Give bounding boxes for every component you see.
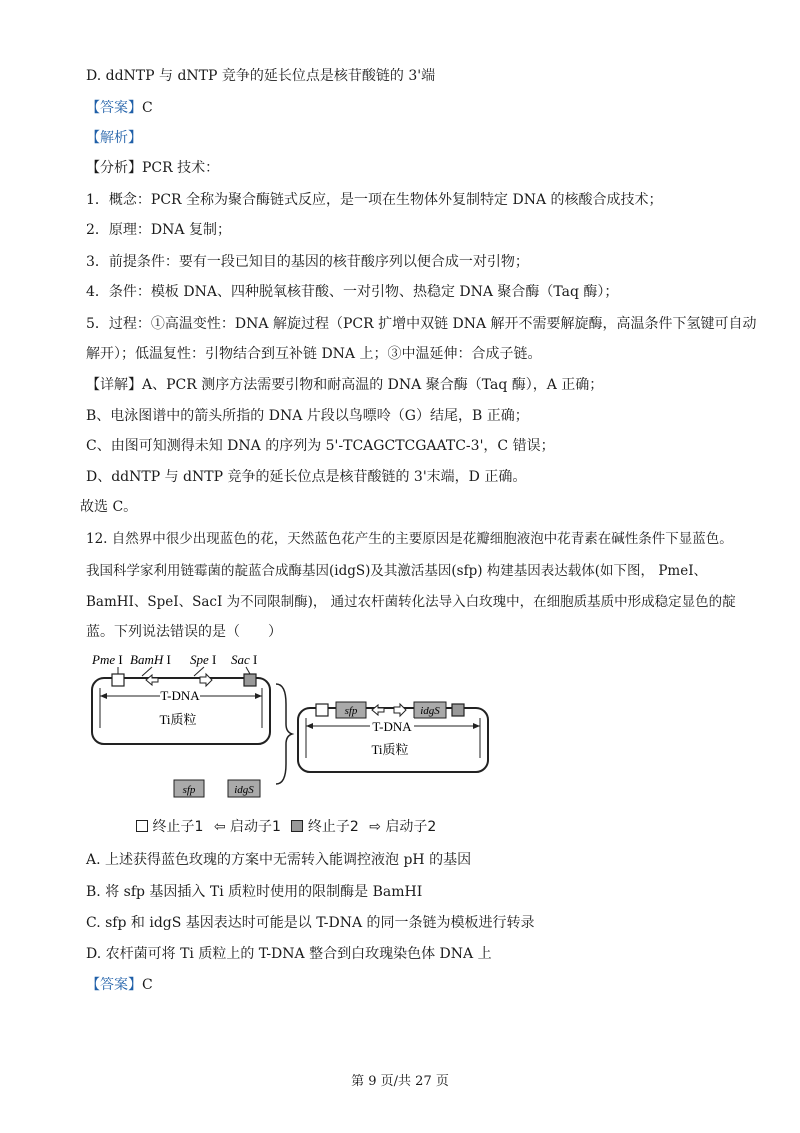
enzyme-labels [91,652,257,676]
vector-diagram [84,648,504,838]
q12-option-a: A. 上述获得蓝色玫瑰的方案中无需转入能调控液泡 pH 的基因 [86,852,472,868]
option-d-prev: D. ddNTP 与 dNTP 竞争的延长位点是核苷酸链的 3'端 [86,68,436,84]
detail-d: D、ddNTP 与 dNTP 竞争的延长位点是核苷酸链的 3'末端，D 正确。 [86,469,527,485]
right-plasmid [298,702,488,772]
sfp-gene-label: sfp [182,784,196,796]
promoter1-legend-icon: ⇦ [213,819,226,835]
promoter2-right-arrow [200,674,212,686]
promoter2-legend-icon: ⇨ [369,819,381,835]
answer-line-prev [86,98,153,118]
detail-c: C、由图可知测得未知 DNA 的序列为 5'-TCAGCTCGAATC-3'，C 错误； [86,438,555,454]
promoter1-left-arrow [146,675,158,685]
terminator2-box [244,674,256,686]
brace [276,684,292,784]
point-4: 4．条件：模板 DNA、四种脱氧核苷酸、一对引物、热稳定 DNA 聚合酶（Taq 酶）； [86,284,619,300]
ti-plasmid-label-right: Ti质粒 [371,742,409,757]
q12-option-d: D. 农杆菌可将 Ti 质粒上的 T-DNA 整合到白玫瑰染色体 DNA 上 [86,946,492,962]
terminator1-legend-icon [136,820,148,832]
point-2: 2．原理：DNA 复制； [86,222,231,238]
q12-answer-tag: 【答案】 [86,977,142,993]
idgs-gene-label: idgS [234,784,254,796]
idgs-label-inserted: idgS [420,705,440,717]
answer-tag: 【答案】 [86,100,142,116]
terminator1-box [112,674,124,686]
analysis-tag: 【解析】 [86,130,142,146]
q12-line-4: 蓝。下列说法错误的是（ ） [86,624,282,640]
left-plasmid [92,674,270,744]
q12-answer-line [86,975,153,995]
q12-line-2: 我国科学家利用链霉菌的靛蓝合成酶基因(idgS)及其激活基因(sfp) 构建基因表达载体(如下图， PmeI、 [86,563,708,579]
analysis-heading: 【分析】PCR 技术： [86,160,220,176]
page-footer: 第 9 页/共 27 页 [351,1074,449,1089]
terminator1-legend-text: 终止子1 [152,819,204,835]
point-3: 3．前提条件：要有一段已知目的基因的核苷酸序列以便合成一对引物； [86,254,529,270]
detail-b: B、电泳图谱中的箭头所指的 DNA 片段以鸟嘌呤（G）结尾，B 正确； [86,408,529,424]
q12-option-c: C. sfp 和 idgS 基因表达时可能是以 T-DNA 的同一条链为模板进行转录 [86,915,535,931]
q12-line-1: 12. 自然界中很少出现蓝色的花，天然蓝色花产生的主要原因是花瓣细胞液泡中花青素在碱性条件下显蓝色。 [86,531,733,547]
point-5b: 解开）；低温复性：引物结合到互补链 DNA 上；③中温延伸：合成子链。 [86,346,542,362]
diagram-legend [136,816,436,836]
detail-a: 【详解】A、PCR 测序方法需要引物和耐高温的 DNA 聚合酶（Taq 酶），A 正确； [86,377,604,393]
promoter1-legend-text: 启动子1 [230,819,281,835]
promoter2-legend-text: 启动子2 [385,819,437,835]
conclusion: 故选 C。 [80,499,138,515]
saci-label: Sac I [231,652,258,667]
q12-line-3: BamHI、SpeI、SacI 为不同限制酶)， 通过农杆菌转化法导入白玫瑰中，在细胞质基质中形成稳定显色的靛 [86,594,736,610]
ti-plasmid-label-left: Ti质粒 [159,712,197,727]
pmei-label: Pme I [92,652,123,667]
tdna-label-right: T-DNA [372,719,412,734]
point-5a: 5．过程：①高温变性：DNA 解旋过程（PCR 扩增中双链 DNA 解开不需要解旋酶，高温条件下氢键可自动 [86,316,757,332]
terminator2-legend-icon [291,820,303,832]
terminator1-box-right [316,704,328,716]
point-1: 1．概念：PCR 全称为聚合酶链式反应，是一项在生物体外复制特定 DNA 的核酸合成技术； [86,192,663,208]
bamhi-label: BamH I [130,652,171,667]
sfp-label-inserted: sfp [344,705,358,717]
terminator2-legend-text: 终止子2 [307,819,359,835]
tdna-label-left: T-DNA [160,688,200,703]
q12-option-b: B. 将 sfp 基因插入 Ti 质粒时使用的限制酶是 BamHI [86,884,423,900]
spei-label: Spe I [190,652,217,667]
answer-value: C [142,100,153,116]
q12-answer-value: C [142,977,153,993]
